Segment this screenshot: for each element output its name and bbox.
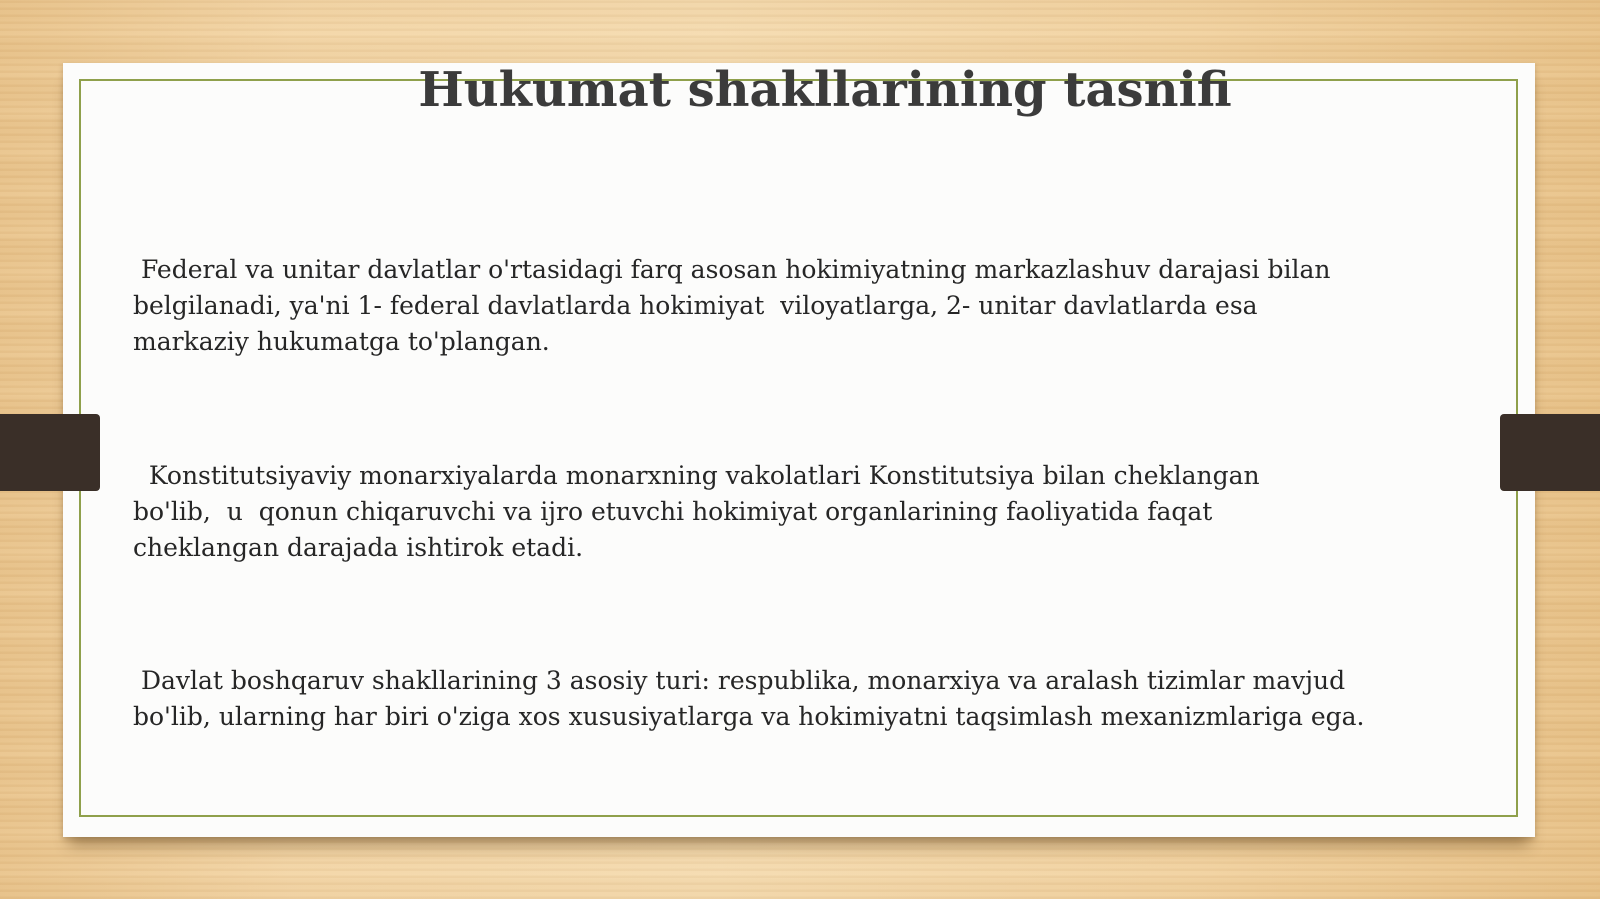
right-side-tab [1500,414,1600,491]
paragraph-government-forms [133,663,1365,735]
paragraph-line: belgilanadi, ya'ni 1- federal davlatlarda hokimiyat viloyatlarga, 2- unitar davlatlarda esa [133,291,1258,320]
paragraph-line: Davlat boshqaruv shakllarining 3 asosiy turi: respublika, monarxiya va aralash tizimlar mavjud [133,666,1346,695]
paragraph-line: bo'lib, ularning har biri o'ziga xos xususiyatlarga va hokimiyatni taqsimlash mexanizmlariga ega. [133,702,1365,731]
slide-title: Hukumat shakllarining tasnifi [418,62,1232,118]
left-side-tab [0,414,100,491]
paragraph-constitutional-monarchy [133,458,1260,566]
paragraph-line: Konstitutsiyaviy monarxiyalarda monarxning vakolatlari Konstitutsiya bilan cheklangan [133,461,1260,490]
paragraph-federal-unitar [133,252,1330,360]
paragraph-line: cheklangan darajada ishtirok etadi. [133,533,584,562]
paragraph-line: bo'lib, u qonun chiqaruvchi va ijro etuvchi hokimiyat organlarining faoliyatida faqat [133,497,1213,526]
paragraph-line: Federal va unitar davlatlar o'rtasidagi farq asosan hokimiyatning markazlashuv darajasi bilan [133,255,1331,284]
paragraph-line: markaziy hukumatga to'plangan. [133,327,550,356]
